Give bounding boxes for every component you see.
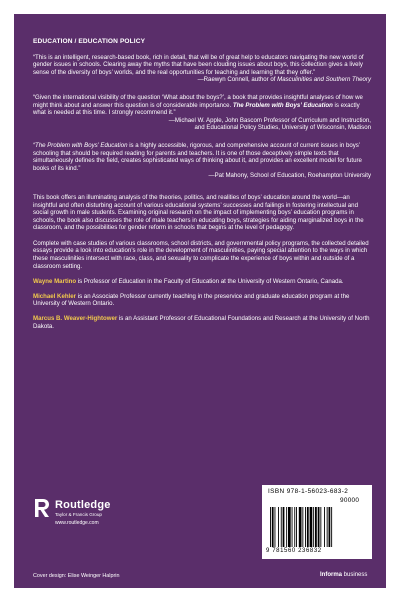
barcode-bar [315,507,317,547]
barcode-bar [288,507,291,547]
barcode-bar [310,507,313,547]
barcode-bar [320,507,321,547]
author-bio-text: is Professor of Education in the Faculty of Education at the University of Western Ontario, Canada. [76,278,344,286]
category-label: EDUCATION / EDUCATION POLICY [33,38,146,45]
barcode-bar [294,507,295,547]
publisher-name: Routledge [55,499,111,511]
barcode-bar [329,507,331,547]
endorsement-quote-1 [33,54,371,77]
author-bio-text: is an Associate Professor currently teaching in the preservice and graduate education program at the University of Western Ontario. [33,292,350,308]
price-code: 90000 [340,497,360,504]
barcode-bar [324,507,325,547]
publisher-logo [33,498,183,528]
attribution-prefix: —Raewyn Connell, author of [197,76,278,84]
informa-rest: business [342,572,368,578]
publisher-url: www.routledge.com [55,520,99,526]
author-name: Marcus B. Weaver-Hightower [33,315,118,323]
endorsement-quote-2 [33,94,371,117]
barcode-bar [307,507,309,547]
barcode-bar [296,507,297,547]
attribution-line: and Educational Policy Studies, University of Wisconsin, Madison [194,124,371,132]
quote-book-title: The Problem with Boys’ Education [232,101,333,109]
quote-text-part: “Given the international visibility of the question ‘What about the boys?’, a book that provides insightful analyses of how we might think about and answer this question is of considerable importance. [33,93,363,109]
isbn-barcode [262,485,372,559]
quote-attribution-3 [33,172,371,180]
author-name: Wayne Martino [33,278,77,286]
quote-attribution-1 [33,76,371,84]
attribution-line: —Michael W. Apple, John Bascom Professor of Curriculum and Instruction, [168,116,371,124]
barcode-bar [318,507,320,547]
barcode-bar [302,507,303,547]
author-name: Michael Kehler [33,292,77,300]
publisher-group: Taylor & Francis Group [55,512,102,517]
barcode-bars [268,507,368,547]
routledge-r-icon [33,498,51,518]
barcode-bar [275,507,276,547]
endorsement-quote-3 [33,142,371,172]
author-bio [33,278,371,286]
informa-business-label [320,572,367,578]
description-paragraph: This book offers an illuminating analysis of the theories, politics, and realities of boys’ education around the world—an insightful and often disturbing account of various educational systems’ successes and failings in fostering intellectual and social growth in male students. Examining original research on the impact of implementing boys’ education programs in schools, the book also discusses the role of male teachers in educating boys, strategies for aiding marginalized boys in the classroom, and the possibilities for gender reform in schools that begins at the level of pedagogy. [33,193,364,232]
barcode-bar [281,507,282,547]
author-bio-text: is an Assistant Professor of Educational Foundations and Research at the University of North Dakota. [33,315,370,330]
quote-text-part: is exactly what is needed at this time. I strongly recommend it.” [33,101,360,117]
barcode-bar [270,507,271,547]
barcode-bar [283,507,285,547]
barcode-bar [299,507,302,547]
barcode-bar [272,507,274,547]
isbn-text: ISBN 978-1-56023-683-2 [268,488,349,495]
author-bio [33,293,371,308]
quote-text: “This is an intelligent, research-based book, rich in detail, that will be of great help to educators navigating the new world of gender issues in schools. Clearing away the myths that have been clouding issues about boys, this collection gives a lively sense of the diversity of boys’ worlds, and the real opportunities for teaching and learning that they offer.” [33,53,364,76]
quote-book-title: “The Problem with Boys’ Education [33,141,128,149]
attribution-line: —Pat Mahony, School of Education, Roehampton University [208,172,371,180]
barcode-bar [327,507,328,547]
cover-design-credit: Cover design: Elise Weinger Halprin [33,573,120,579]
barcode-bar [313,507,314,547]
quote-text [33,94,371,117]
description-paragraph: Complete with case studies of various classrooms, school districts, and governmental policy programs, the collected detailed essays provide a look into education’s role in the development of masculinities, paying special attention to the ways in which these masculinities intersect with race, class, and sexuality to complicate the experience of boys within and outside of a classroom setting. [33,239,369,270]
attribution-book-title: Masculinities and Southern Theory [277,76,371,84]
barcode-bar [278,507,279,547]
barcode-bar [305,507,306,547]
barcode-bar [286,507,287,547]
barcode-digits: 9 781560 236832 [266,548,322,554]
barcode-bar [331,507,332,547]
quote-attribution-2 [33,117,371,132]
quote-text [33,142,371,172]
quote-text-part: is a highly accessible, rigorous, and comprehensive account of current issues in boys’ schooling that should be required reading for parents and teachers. It is one of those deceptively simple texts that simultaneously defines the field, creates sophisticated ways of thinking about it, and provides an excellent model for future books of its kind.” [33,141,362,172]
barcode-bar [292,507,293,547]
informa-name: Informa [320,572,343,578]
book-description [33,194,371,270]
cover-text-block [33,38,371,337]
author-bio [33,315,371,330]
